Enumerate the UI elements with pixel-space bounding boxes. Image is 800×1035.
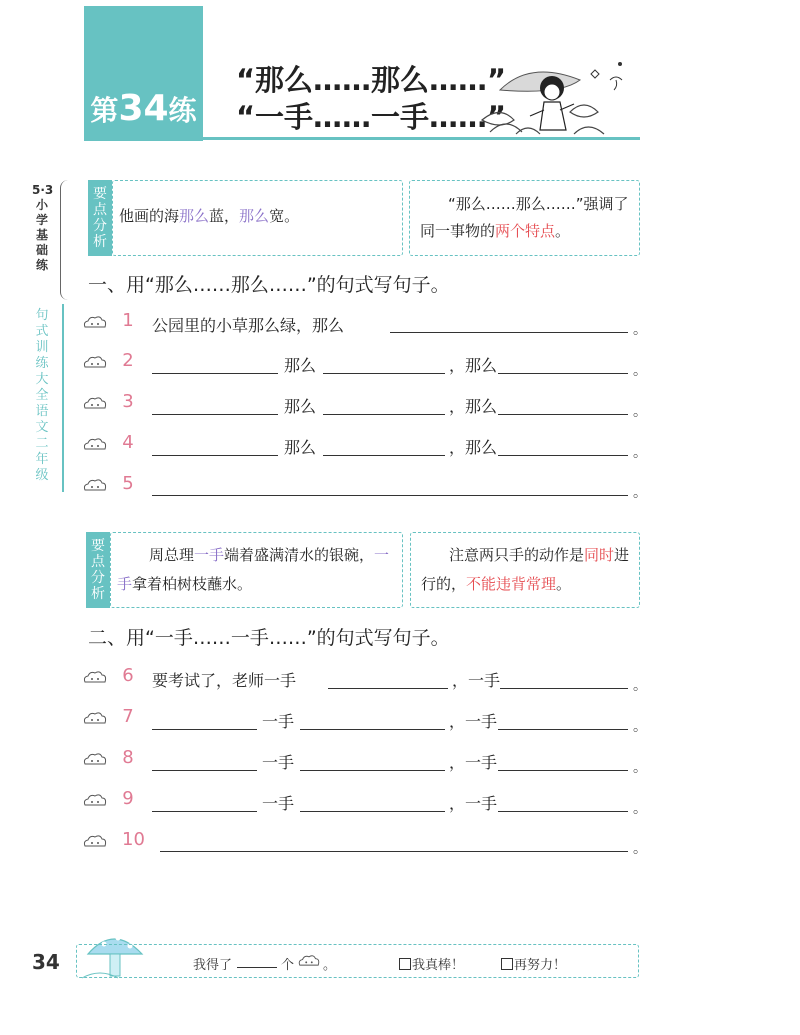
question-number: 10 [122, 829, 145, 850]
key-point-note-box: “那么……那么……”强调了同一事物的两个特点。 [409, 180, 640, 256]
sidebar-series-name: 句式训练大全 语文 二年级 [35, 308, 49, 483]
title-line-1: “那么……那么……” [236, 63, 507, 97]
answer-blank[interactable] [498, 414, 628, 415]
question-number: 7 [122, 706, 134, 727]
question-text: ，一手 [449, 712, 498, 731]
period: 。 [633, 760, 647, 776]
answer-blank[interactable] [152, 495, 628, 496]
answer-blank[interactable] [152, 811, 257, 812]
key-point-badge: 要点分析 [86, 532, 110, 608]
answer-blank[interactable] [152, 414, 278, 415]
period: 。 [633, 678, 647, 694]
option-try[interactable]: 再努力！ [501, 954, 566, 973]
period: 。 [633, 404, 647, 420]
question-number: 6 [122, 665, 134, 686]
answer-blank[interactable] [152, 729, 257, 730]
question-text: 那么 [284, 397, 317, 416]
option-great[interactable]: 我真棒！ [399, 954, 464, 973]
cloud-face-icon [82, 355, 108, 369]
answer-blank[interactable] [323, 373, 445, 374]
answer-blank[interactable] [300, 770, 445, 771]
cloud-face-icon [82, 752, 108, 766]
question-text: 一手 [262, 753, 295, 772]
question-text: ，那么 [449, 438, 498, 457]
answer-blank[interactable] [498, 811, 628, 812]
answer-blank[interactable] [323, 414, 445, 415]
period: 。 [633, 322, 647, 338]
question-text: ，一手 [452, 671, 501, 690]
question-text: ，那么 [449, 397, 498, 416]
score-suffix: 个 [281, 958, 295, 973]
period: 。 [633, 485, 647, 501]
key-point-example-box: 周总理一手端着盛满清水的银碗，一手拿着柏树枝蘸水。 [110, 532, 403, 608]
checkbox[interactable] [399, 958, 411, 970]
key-point-note-box: 注意两只手的动作是同时进行的，不能违背常理。 [410, 532, 640, 608]
sidebar-divider [62, 304, 64, 492]
answer-blank[interactable] [498, 455, 628, 456]
cloud-face-icon [82, 793, 108, 807]
girl-with-flowers-illustration [470, 50, 640, 138]
answer-blank[interactable] [152, 770, 257, 771]
question-text: 一手 [262, 794, 295, 813]
answer-blank[interactable] [160, 851, 628, 852]
question-number: 2 [122, 350, 134, 371]
score-end: 。 [323, 958, 337, 973]
question-text: 一手 [262, 712, 295, 731]
period: 。 [633, 363, 647, 379]
cloud-face-icon [82, 396, 108, 410]
question-number: 4 [122, 432, 134, 453]
page-number: 34 [32, 950, 60, 974]
cloud-face-icon [82, 670, 108, 684]
answer-blank[interactable] [323, 455, 445, 456]
cloud-face-icon [82, 315, 108, 329]
question-number: 9 [122, 788, 134, 809]
question-number: 3 [122, 391, 134, 412]
cloud-face-icon [297, 954, 321, 967]
key-point-badge: 要点分析 [88, 180, 112, 256]
score-blank[interactable] [237, 967, 277, 968]
period: 。 [633, 841, 647, 857]
question-text: 那么 [284, 356, 317, 375]
self-evaluation-box [76, 944, 639, 978]
question-text: 公园里的小草那么绿，那么 [152, 316, 345, 335]
answer-blank[interactable] [300, 729, 445, 730]
answer-blank[interactable] [152, 455, 278, 456]
section-2-title: 二、用“一手……一手……”的句式写句子。 [88, 627, 450, 649]
key-point-example-box: 他画的海那么蓝，那么宽。 [112, 180, 403, 256]
score-prefix: 我得了 [193, 958, 233, 973]
answer-blank[interactable] [390, 332, 628, 333]
question-number: 5 [122, 473, 134, 494]
answer-blank[interactable] [498, 373, 628, 374]
answer-blank[interactable] [500, 688, 628, 689]
cloud-face-icon [82, 437, 108, 451]
question-text: 那么 [284, 438, 317, 457]
period: 。 [633, 801, 647, 817]
cloud-face-icon [82, 711, 108, 725]
question-number: 8 [122, 747, 134, 768]
answer-blank[interactable] [498, 729, 628, 730]
question-text: ，那么 [449, 356, 498, 375]
question-text: ，一手 [449, 794, 498, 813]
question-number: 1 [122, 310, 134, 331]
question-text: ，一手 [449, 753, 498, 772]
title-line-2: “一手……一手……” [236, 100, 507, 134]
question-text: 要考试了，老师一手 [152, 671, 297, 690]
period: 。 [633, 445, 647, 461]
section-1-title: 一、用“那么……那么……”的句式写句子。 [88, 274, 450, 296]
cloud-face-icon [82, 834, 108, 848]
checkbox[interactable] [501, 958, 513, 970]
answer-blank[interactable] [152, 373, 278, 374]
answer-blank[interactable] [300, 811, 445, 812]
answer-blank[interactable] [498, 770, 628, 771]
period: 。 [633, 719, 647, 735]
lesson-tab [84, 6, 203, 141]
sidebar-book-name: 5·3小学基础练 [32, 183, 54, 272]
sidebar-bracket [60, 180, 71, 300]
answer-blank[interactable] [328, 688, 448, 689]
cloud-face-icon [82, 478, 108, 492]
lesson-label: 第34练 [90, 88, 197, 129]
